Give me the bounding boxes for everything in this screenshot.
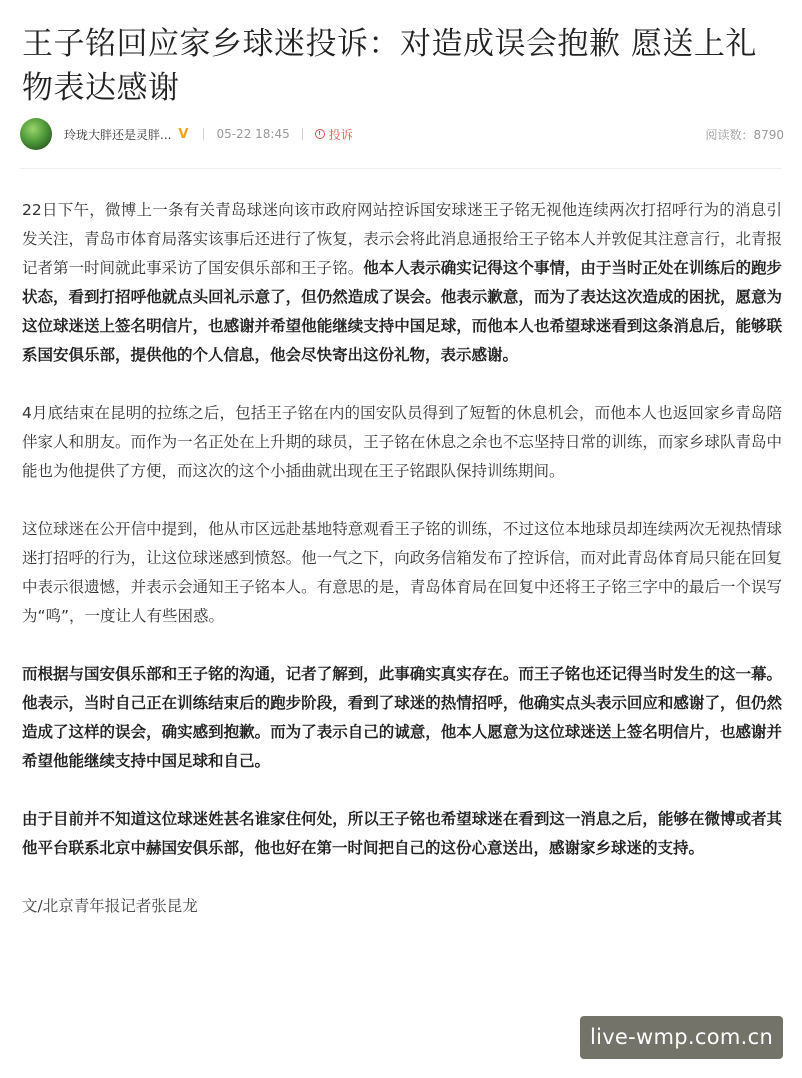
site-watermark: live-wmp.com.cn [580,1016,783,1059]
author-name[interactable]: 玲珑大胖还是灵胖... [64,127,172,142]
paragraph-5: 由于目前并不知道这位球迷姓甚名谁家住何处，所以王子铭也希望球迷在看到这一消息之后，能够在微博或者其他平台联系北京中赫国安俱乐部，他也好在第一时间把自己的这份心意送出，感谢家乡球迷的支持。 [22,810,782,857]
header-divider [20,168,782,169]
complain-link[interactable] [315,126,353,143]
article-meta [20,116,784,152]
paragraph-2: 4月底结束在昆明的拉练之后，包括王子铭在内的国安队员得到了短暂的休息机会，而他本人也返回家乡青岛陪伴家人和朋友。而作为一名正处在上升期的球员，王子铭在休息之余也不忘坚持日常的训练，而家乡球队青岛中能也为他提供了方便，而这次的这个小插曲就出现在王子铭跟队保持训练期间。 [22,404,782,480]
article-byline: 文/北京青年报记者张昆龙 [22,897,198,915]
paragraph-4: 而根据与国安俱乐部和王子铭的沟通，记者了解到，此事确实真实存在。而王子铭也还记得当时发生的这一幕。他表示，当时自己正在训练结束后的跑步阶段，看到了球迷的热情招呼，他确实点头表示回应和感谢了，但仍然造成了这样的误会，确实感到抱歉。而为了表示自己的诚意，他本人愿意为这位球迷送上签名明信片，也感谢并希望他能继续支持中国足球和自己。 [22,665,782,770]
paragraph-1-text: 22日下午，微博上一条有关青岛球迷向该市政府网站控诉国安球迷王子铭无视他连续两次打招呼行为的消息引发关注，青岛市体育局落实该事后还进行了恢复，表示会将此消息通报给王子铭本人并敦促其注意言行，北青报记者第一时间就此事采访了国安俱乐部和王子铭。 [22,201,782,277]
paragraph-3: 这位球迷在公开信中提到，他从市区远赴基地特意观看王子铭的训练，不过这位本地球员却连续两次无视热情球迷打招呼的行为，让这位球迷感到愤怒。他一气之下，向政务信箱发布了控诉信，而对此青岛体育局只能在回复中表示很遗憾，并表示会通知王子铭本人。有意思的是，青岛体育局在回复中还将王子铭三字中的最后一个误写为“鸣”，一度让人有些困惑。 [22,520,782,625]
meta-divider [302,128,303,140]
complain-label: 投诉 [328,127,353,142]
paragraph-1-bold: 他本人表示确实记得这个事情，由于当时正处在训练后的跑步状态，看到打招呼他就点头回礼示意了，但仍然造成了误会。他表示歉意，而为了表达这次造成的困扰，愿意为这位球迷送上签名明信片，也感谢并希望他能继续支持中国足球，而他本人也希望球迷看到这条消息后，能够联系国安俱乐部，提供他的个人信息，他会尽快寄出这份礼物，表示感谢。 [22,259,782,364]
warning-icon [315,129,325,139]
article-body [22,196,782,950]
author-avatar[interactable] [20,118,52,150]
paragraph-1 [22,196,782,370]
read-count: 阅读数：8790 [705,127,784,142]
article-title: 王子铭回应家乡球迷投诉：对造成误会抱歉 愿送上礼物表达感谢 [22,26,757,106]
publish-date: 05-22 18:45 [216,127,290,141]
meta-divider [203,128,204,140]
vip-badge-icon: V [178,126,189,142]
